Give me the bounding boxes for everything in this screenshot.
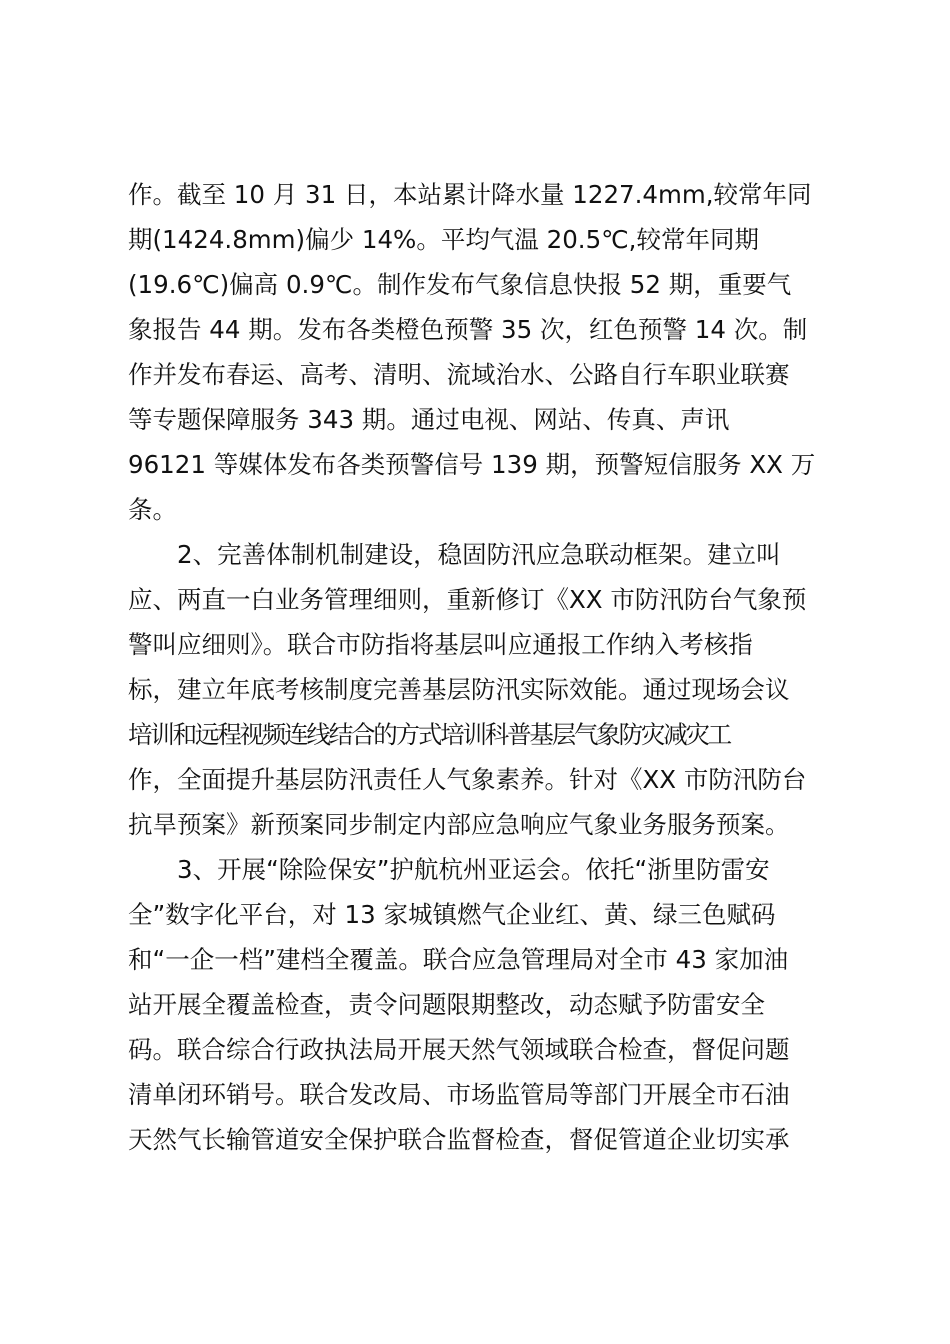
- text-line: 清单闭环销号。联合发改局、市场监管局等部门开展全市石油: [128, 1080, 790, 1109]
- text-line: 抗旱预案》新预案同步制定内部应急响应气象业务服务预案。: [128, 810, 790, 839]
- text-line: 期(1424.8mm)偏少 14%。平均气温 20.5℃,较常年同期: [128, 225, 759, 254]
- text-line: 标，建立年底考核制度完善基层防汛实际效能。通过现场会议: [128, 675, 790, 704]
- text-line: 天然气长输管道安全保护联合监督检查，督促管道企业切实承: [128, 1125, 790, 1154]
- text-line: 96121 等媒体发布各类预警信号 139 期，预警短信服务 XX 万: [128, 450, 816, 479]
- text-line: 作并发布春运、高考、清明、流域治水、公路自行车职业联赛: [128, 360, 790, 389]
- body-text: [128, 172, 838, 1162]
- text-line: 作，全面提升基层防汛责任人气象素养。针对《XX 市防汛防台: [128, 765, 807, 794]
- text-line: 码。联合综合行政执法局开展天然气领域联合检查，督促问题: [128, 1035, 790, 1064]
- text-line: 作。截至 10 月 31 日，本站累计降水量 1227.4mm,较常年同: [128, 180, 812, 209]
- text-line: 警叫应细则》。联合市防指将基层叫应通报工作纳入考核指: [128, 630, 753, 659]
- text-line: 应、两直一白业务管理细则，重新修订《XX 市防汛防台气象预: [128, 585, 807, 614]
- text-line: (19.6℃)偏高 0.9℃。制作发布气象信息快报 52 期，重要气: [128, 270, 792, 299]
- text-line: 等专题保障服务 343 期。通过电视、网站、传真、声讯: [128, 405, 730, 434]
- text-line: 条。: [128, 495, 177, 524]
- text-line: 3、开展“除险保安”护航杭州亚运会。依托“浙里防雷安: [128, 855, 770, 884]
- text-line: 培训和远程视频连线结合的方式培训科普基层气象防灾减灾工: [128, 720, 731, 749]
- text-line: 站开展全覆盖检查，责令问题限期整改，动态赋予防雷安全: [128, 990, 765, 1019]
- text-line: 象报告 44 期。发布各类橙色预警 35 次，红色预警 14 次。制: [128, 315, 808, 344]
- text-line: 和“一企一档”建档全覆盖。联合应急管理局对全市 43 家加油: [128, 945, 789, 974]
- text-line: 2、完善体制机制建设，稳固防汛应急联动框架。建立叫: [128, 540, 781, 569]
- text-line: 全”数字化平台，对 13 家城镇燃气企业红、黄、绿三色赋码: [128, 900, 776, 929]
